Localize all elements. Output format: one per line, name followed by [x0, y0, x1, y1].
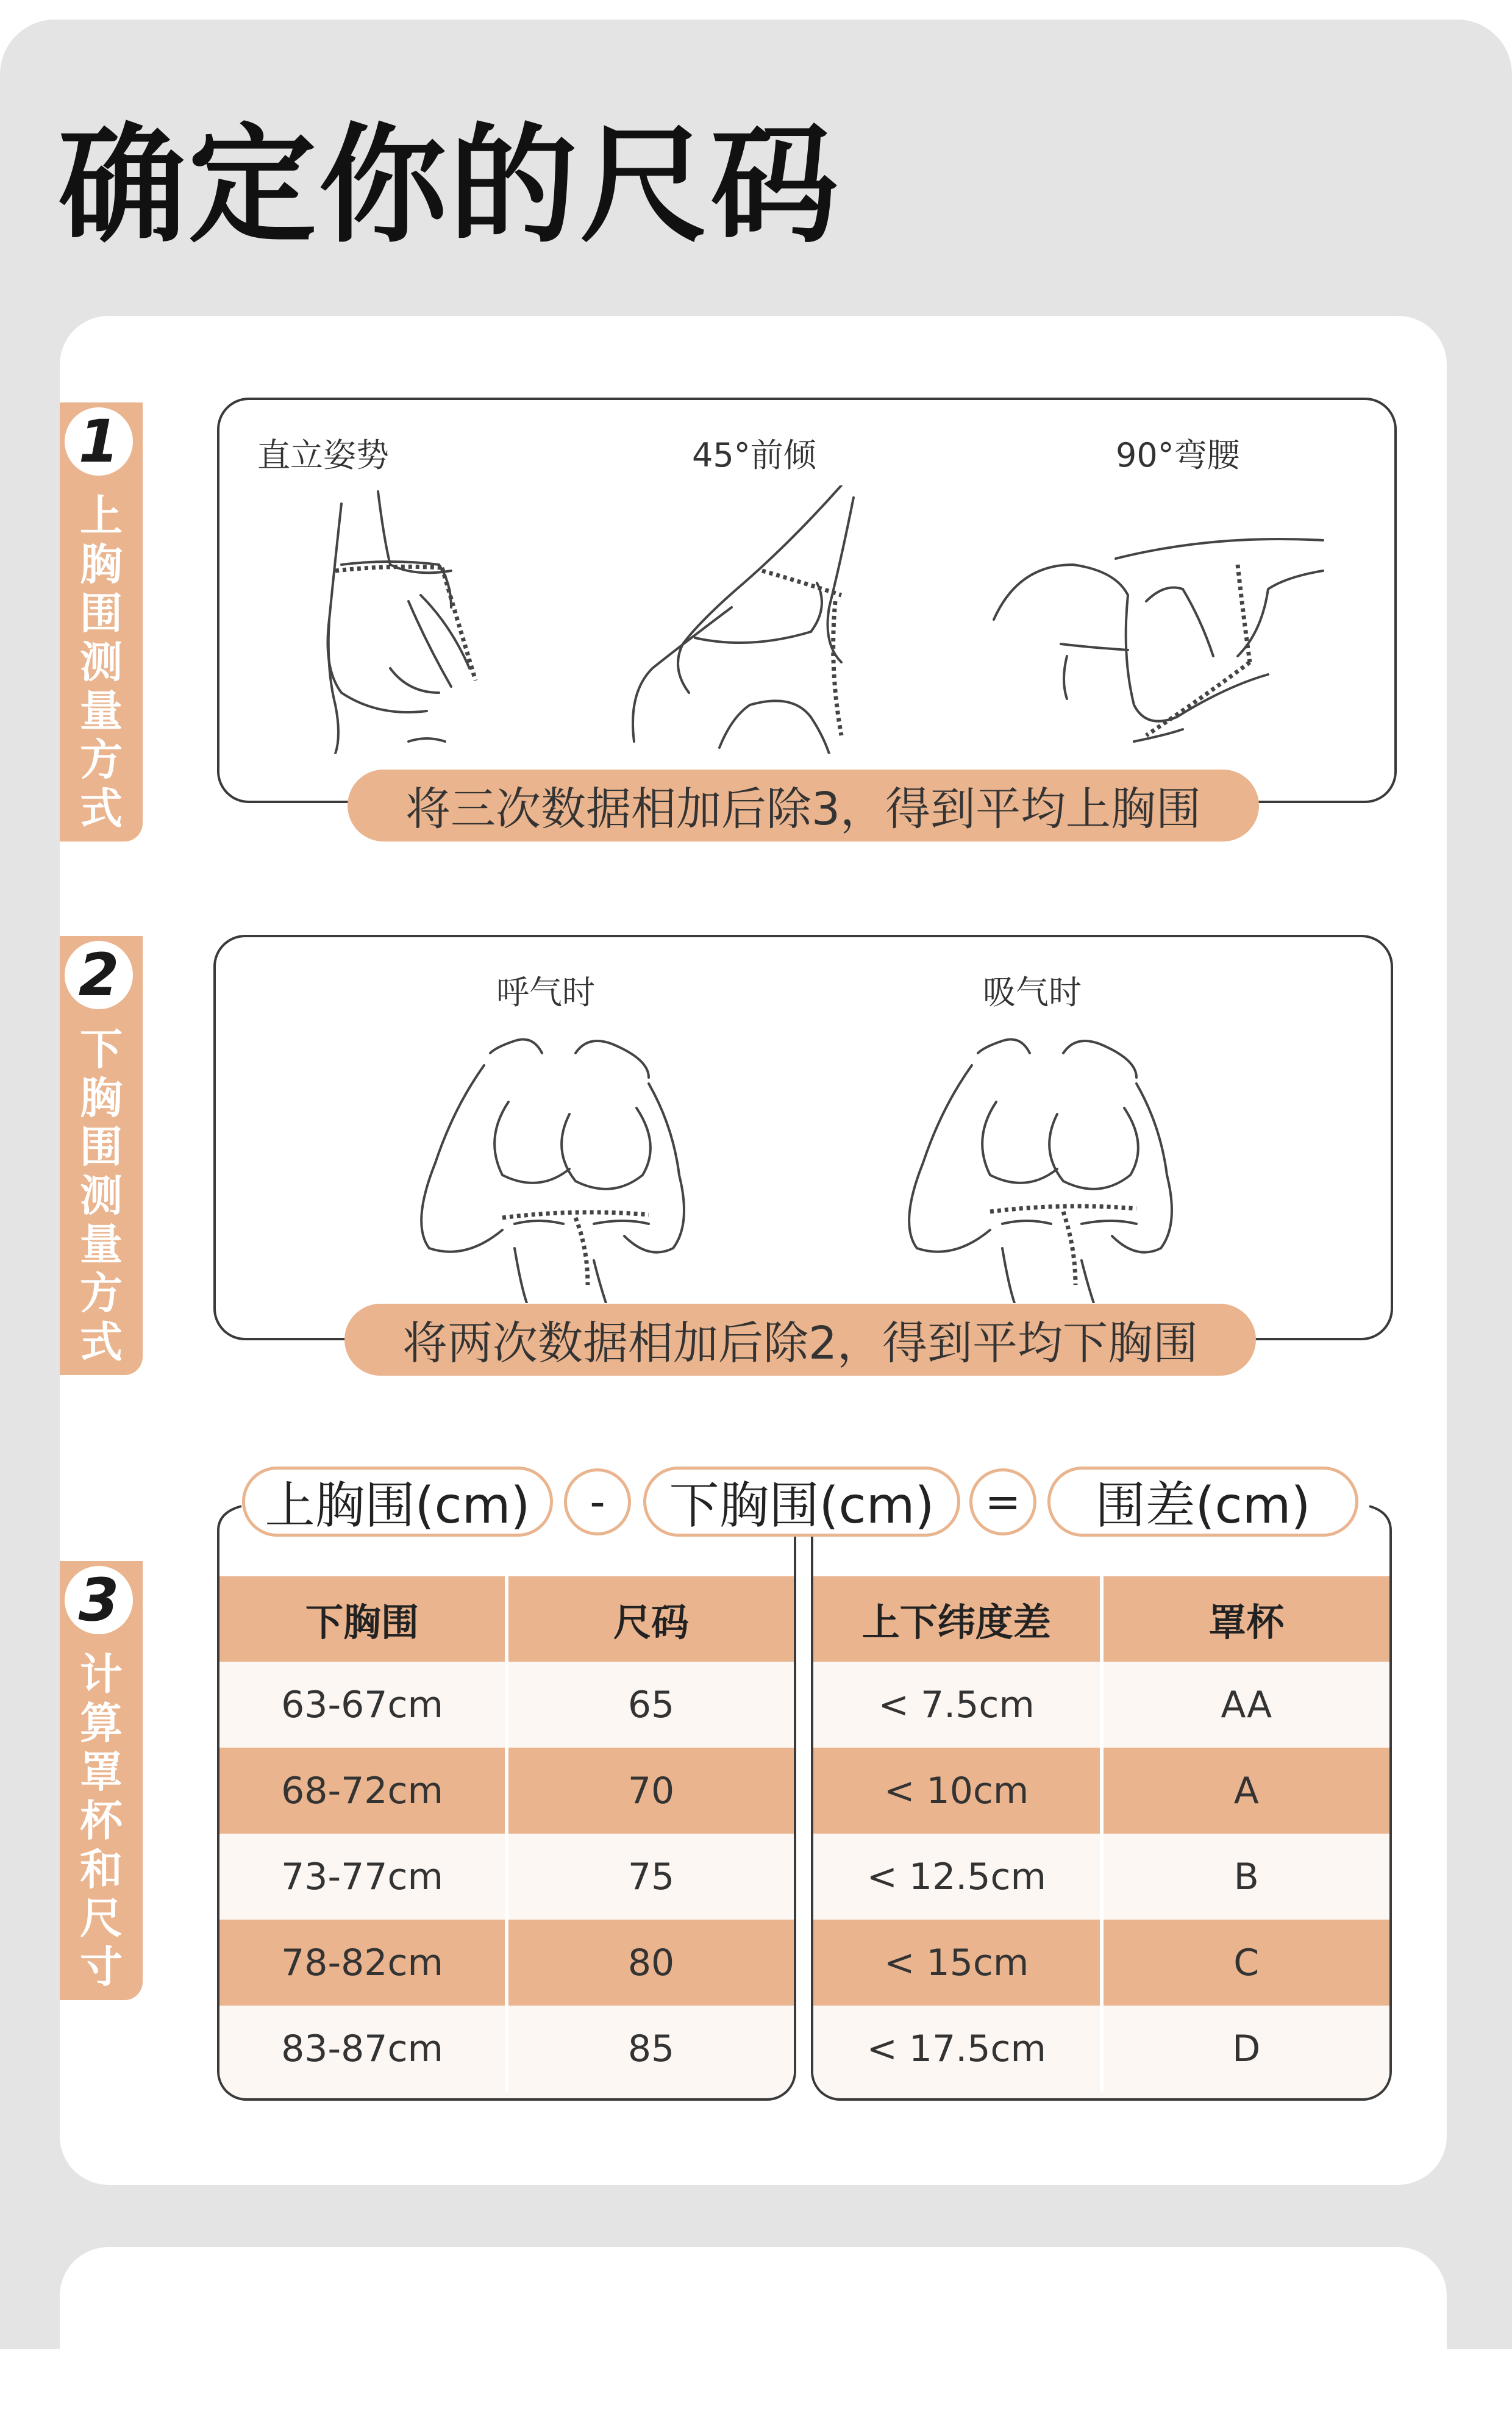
pose-label-exhale: 呼气时 [496, 973, 595, 1012]
formula-under-bust: 下胸围(cm) [643, 1467, 960, 1537]
table-row [219, 1662, 794, 1748]
table-row [813, 1748, 1389, 1834]
step-1-tab [60, 402, 143, 842]
table-cell: 65 [505, 1662, 794, 1748]
table-cell: < 12.5cm [866, 1855, 1046, 1898]
table-cell: 73-77cm [281, 1855, 443, 1898]
table-row [219, 2006, 794, 2092]
formula-minus: - [564, 1468, 631, 1535]
next-card [60, 2247, 1447, 2430]
table-cell: 68-72cm [281, 1769, 443, 1812]
table-row [219, 1834, 794, 1920]
pose-label-standing: 直立姿势 [257, 436, 389, 474]
table-cell: 80 [505, 1920, 794, 2006]
table-cell: < 10cm [884, 1769, 1029, 1812]
step-1-note: 将三次数据相加后除3，得到平均上胸围 [348, 770, 1259, 842]
table-row [813, 1920, 1389, 2006]
step-3-number: 3 [60, 1561, 138, 1639]
formula-upper-bust: 上胸围(cm) [242, 1467, 553, 1537]
cup-table-header-difference: 上下纬度差 [861, 1599, 1051, 1645]
table-row [813, 2006, 1389, 2092]
step-1-number: 1 [60, 402, 138, 481]
table-cell: 63-67cm [281, 1683, 443, 1726]
table-cell: C [1100, 1920, 1390, 2006]
cup-table [811, 1537, 1392, 2101]
size-table-header-size: 尺码 [505, 1576, 794, 1662]
table-cell: AA [1100, 1662, 1390, 1748]
table-cell: 85 [505, 2006, 794, 2092]
step-3-tab [60, 1561, 143, 2000]
size-table [217, 1537, 796, 2101]
pose-label-bend-90: 90°弯腰 [1116, 436, 1240, 474]
step-1-box [217, 398, 1397, 803]
table-row [813, 1662, 1389, 1748]
formula-equals: = [969, 1468, 1036, 1535]
table-cell: < 15cm [884, 1941, 1029, 1984]
page-title: 确定你的尺码 [58, 111, 841, 260]
cup-table-header-cup: 罩杯 [1100, 1576, 1390, 1662]
table-cell: 83-87cm [281, 2027, 443, 2070]
lean-45-pose-illustration [610, 485, 927, 754]
table-cell: 75 [505, 1834, 794, 1920]
table-row [219, 1920, 794, 2006]
step-2-note: 将两次数据相加后除2，得到平均下胸围 [344, 1304, 1256, 1376]
step-2-number: 2 [60, 936, 138, 1014]
step-2-tab [60, 936, 143, 1375]
table-cell: B [1100, 1834, 1390, 1920]
step-1-label: 上胸围测量方式 [80, 491, 123, 834]
table-cell: D [1100, 2006, 1390, 2092]
step-2-box [213, 935, 1393, 1340]
standing-pose-illustration [268, 485, 524, 754]
size-table-header [219, 1576, 794, 1662]
formula-difference: 围差(cm) [1047, 1467, 1358, 1537]
pose-label-lean-45: 45°前倾 [692, 436, 816, 474]
table-row [813, 1834, 1389, 1920]
table-cell: 70 [505, 1748, 794, 1834]
table-row [219, 1748, 794, 1834]
step-2-label: 下胸围测量方式 [80, 1024, 123, 1367]
table-cell: < 17.5cm [866, 2027, 1046, 2070]
size-table-header-underbust: 下胸围 [305, 1599, 419, 1645]
cup-table-header [813, 1576, 1389, 1662]
table-cell: < 7.5cm [878, 1683, 1035, 1726]
table-cell: 78-82cm [281, 1941, 443, 1984]
step-3-label: 计算罩杯和尺寸 [80, 1649, 123, 1992]
pose-label-inhale: 吸气时 [983, 973, 1082, 1012]
formula-frame-lines [217, 1488, 1392, 1579]
bend-90-pose-illustration [982, 498, 1360, 754]
exhale-illustration [393, 1029, 710, 1303]
table-cell: A [1100, 1748, 1390, 1834]
inhale-illustration [880, 1029, 1197, 1303]
